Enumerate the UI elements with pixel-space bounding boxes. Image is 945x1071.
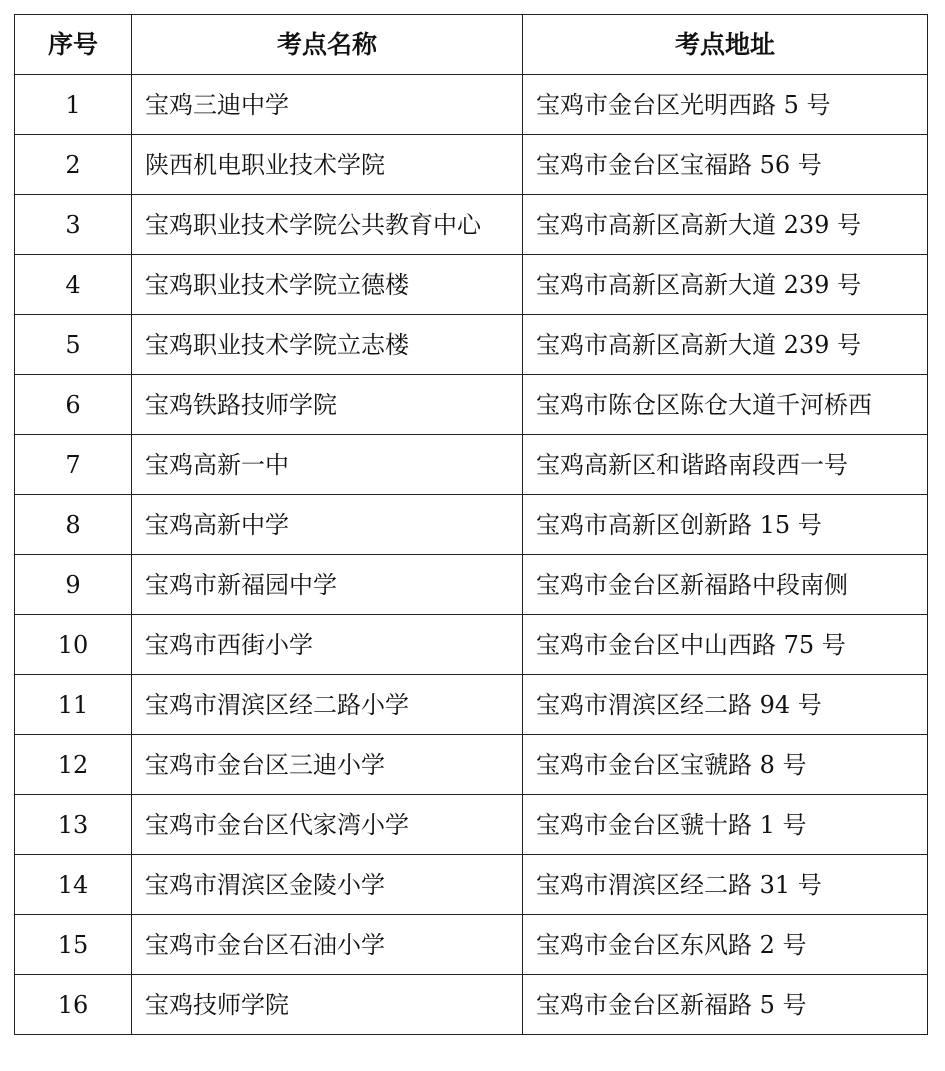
table-row: [15, 975, 928, 1035]
venue-name-cell: 宝鸡三迪中学: [132, 75, 523, 135]
venue-address-cell: 宝鸡市陈仓区陈仓大道千河桥西: [523, 375, 928, 435]
venue-name-cell: 陕西机电职业技术学院: [132, 135, 523, 195]
serial-number-cell: 13: [15, 795, 132, 855]
venue-name-cell: 宝鸡职业技术学院公共教育中心: [132, 195, 523, 255]
table-row: [15, 195, 928, 255]
serial-number-cell: 4: [15, 255, 132, 315]
serial-number-cell: 14: [15, 855, 132, 915]
venue-address-cell: 宝鸡市金台区宝福路 56 号: [523, 135, 928, 195]
venue-address-cell: 宝鸡市金台区光明西路 5 号: [523, 75, 928, 135]
serial-number-cell: 2: [15, 135, 132, 195]
header-venue-name: 考点名称: [132, 15, 523, 75]
serial-number-cell: 8: [15, 495, 132, 555]
serial-number-cell: 11: [15, 675, 132, 735]
venue-address-cell: 宝鸡市高新区高新大道 239 号: [523, 255, 928, 315]
venue-name-cell: 宝鸡市新福园中学: [132, 555, 523, 615]
serial-number-cell: 7: [15, 435, 132, 495]
serial-number-cell: 1: [15, 75, 132, 135]
exam-venue-table: [14, 14, 928, 1035]
venue-name-cell: 宝鸡技师学院: [132, 975, 523, 1035]
venue-address-cell: 宝鸡高新区和谐路南段西一号: [523, 435, 928, 495]
table-row: [15, 375, 928, 435]
table-row: [15, 735, 928, 795]
venue-address-cell: 宝鸡市金台区虢十路 1 号: [523, 795, 928, 855]
table-row: [15, 75, 928, 135]
table-body: [15, 75, 928, 1035]
header-venue-address: 考点地址: [523, 15, 928, 75]
venue-address-cell: 宝鸡市渭滨区经二路 94 号: [523, 675, 928, 735]
serial-number-cell: 16: [15, 975, 132, 1035]
venue-name-cell: 宝鸡市渭滨区金陵小学: [132, 855, 523, 915]
serial-number-cell: 10: [15, 615, 132, 675]
venue-address-cell: 宝鸡市金台区新福路 5 号: [523, 975, 928, 1035]
table-header: [15, 15, 928, 75]
venue-name-cell: 宝鸡市金台区三迪小学: [132, 735, 523, 795]
venue-name-cell: 宝鸡职业技术学院立志楼: [132, 315, 523, 375]
venue-address-cell: 宝鸡市金台区东风路 2 号: [523, 915, 928, 975]
venue-name-cell: 宝鸡职业技术学院立德楼: [132, 255, 523, 315]
venue-address-cell: 宝鸡市金台区新福路中段南侧: [523, 555, 928, 615]
venue-address-cell: 宝鸡市高新区高新大道 239 号: [523, 315, 928, 375]
table-row: [15, 495, 928, 555]
table-row: [15, 555, 928, 615]
serial-number-cell: 3: [15, 195, 132, 255]
table-row: [15, 675, 928, 735]
serial-number-cell: 5: [15, 315, 132, 375]
table-row: [15, 135, 928, 195]
serial-number-cell: 12: [15, 735, 132, 795]
table-row: [15, 315, 928, 375]
table-row: [15, 615, 928, 675]
venue-address-cell: 宝鸡市高新区高新大道 239 号: [523, 195, 928, 255]
table-row: [15, 915, 928, 975]
venue-name-cell: 宝鸡高新一中: [132, 435, 523, 495]
table-row: [15, 255, 928, 315]
venue-address-cell: 宝鸡市渭滨区经二路 31 号: [523, 855, 928, 915]
venue-address-cell: 宝鸡市金台区宝虢路 8 号: [523, 735, 928, 795]
table-row: [15, 795, 928, 855]
serial-number-cell: 15: [15, 915, 132, 975]
venue-name-cell: 宝鸡市金台区石油小学: [132, 915, 523, 975]
venue-address-cell: 宝鸡市高新区创新路 15 号: [523, 495, 928, 555]
venue-name-cell: 宝鸡市金台区代家湾小学: [132, 795, 523, 855]
serial-number-cell: 6: [15, 375, 132, 435]
serial-number-cell: 9: [15, 555, 132, 615]
header-serial-number: 序号: [15, 15, 132, 75]
venue-name-cell: 宝鸡铁路技师学院: [132, 375, 523, 435]
venue-name-cell: 宝鸡市渭滨区经二路小学: [132, 675, 523, 735]
venue-name-cell: 宝鸡市西街小学: [132, 615, 523, 675]
table-row: [15, 855, 928, 915]
header-row: [15, 15, 928, 75]
venue-name-cell: 宝鸡高新中学: [132, 495, 523, 555]
table-row: [15, 435, 928, 495]
venue-address-cell: 宝鸡市金台区中山西路 75 号: [523, 615, 928, 675]
